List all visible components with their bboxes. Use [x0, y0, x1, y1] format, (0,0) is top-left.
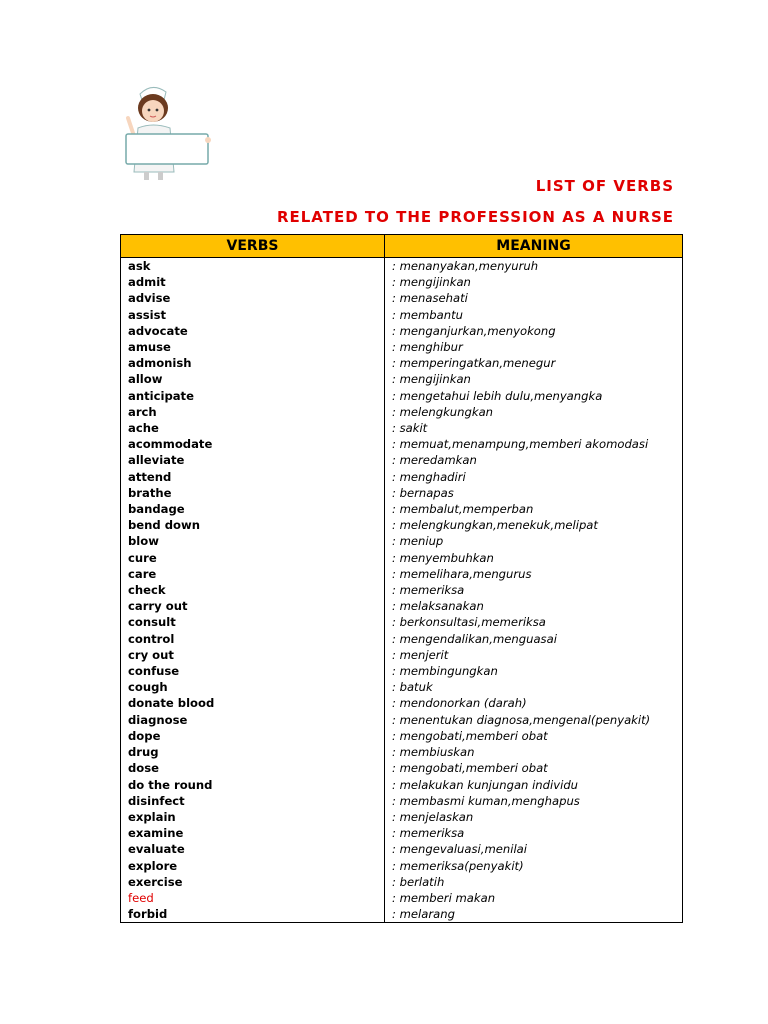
meaning-cell: : meniup — [385, 533, 683, 549]
table-row — [121, 307, 683, 323]
table-row — [121, 517, 683, 533]
verb-cell: amuse — [121, 339, 385, 355]
table-row — [121, 841, 683, 857]
verb-cell: control — [121, 631, 385, 647]
meaning-cell: : mendonorkan (darah) — [385, 695, 683, 711]
verb-cell: donate blood — [121, 695, 385, 711]
meaning-cell: : melarang — [385, 906, 683, 923]
verb-cell: blow — [121, 533, 385, 549]
table-header-row — [121, 235, 683, 258]
table-row — [121, 582, 683, 598]
nurse-illustration — [112, 80, 222, 180]
meaning-cell: : memberi makan — [385, 890, 683, 906]
verb-cell: check — [121, 582, 385, 598]
verb-cell: advise — [121, 290, 385, 306]
meaning-cell: : memuat,menampung,memberi akomodasi — [385, 436, 683, 452]
verb-cell: carry out — [121, 598, 385, 614]
table-row — [121, 533, 683, 549]
verb-cell: acommodate — [121, 436, 385, 452]
meaning-cell: : berkonsultasi,memeriksa — [385, 614, 683, 630]
table-row — [121, 728, 683, 744]
meaning-cell: : membingungkan — [385, 663, 683, 679]
table-row — [121, 825, 683, 841]
table-row — [121, 874, 683, 890]
header-verbs: VERBS — [121, 235, 385, 258]
table-row — [121, 858, 683, 874]
meaning-cell: : berlatih — [385, 874, 683, 890]
meaning-cell: : menganjurkan,menyokong — [385, 323, 683, 339]
table-row — [121, 469, 683, 485]
table-row — [121, 809, 683, 825]
meaning-cell: : sakit — [385, 420, 683, 436]
meaning-cell: : mengijinkan — [385, 371, 683, 387]
table-row — [121, 274, 683, 290]
meaning-cell: : memeriksa(penyakit) — [385, 858, 683, 874]
table-row — [121, 566, 683, 582]
verb-cell: exercise — [121, 874, 385, 890]
verb-cell: assist — [121, 307, 385, 323]
table-row — [121, 258, 683, 275]
meaning-cell: : mengendalikan,menguasai — [385, 631, 683, 647]
meaning-cell: : bernapas — [385, 485, 683, 501]
verb-cell: advocate — [121, 323, 385, 339]
meaning-cell: : membasmi kuman,menghapus — [385, 793, 683, 809]
table-row — [121, 290, 683, 306]
meaning-cell: : memelihara,mengurus — [385, 566, 683, 582]
table-row — [121, 760, 683, 776]
meaning-cell: : melengkungkan,menekuk,melipat — [385, 517, 683, 533]
table-row — [121, 679, 683, 695]
table-row — [121, 485, 683, 501]
meaning-cell: : batuk — [385, 679, 683, 695]
meaning-cell: : menjelaskan — [385, 809, 683, 825]
table-row — [121, 890, 683, 906]
meaning-cell: : melakukan kunjungan individu — [385, 777, 683, 793]
meaning-cell: : menghibur — [385, 339, 683, 355]
verb-cell: do the round — [121, 777, 385, 793]
meaning-cell: : mengijinkan — [385, 274, 683, 290]
meaning-cell: : mengobati,memberi obat — [385, 760, 683, 776]
verb-cell: cough — [121, 679, 385, 695]
meaning-cell: : memperingatkan,menegur — [385, 355, 683, 371]
meaning-cell: : memeriksa — [385, 582, 683, 598]
title-line-1: LIST OF VERBS — [535, 177, 674, 195]
meaning-cell: : menjerit — [385, 647, 683, 663]
table-row — [121, 420, 683, 436]
table-row — [121, 744, 683, 760]
verb-cell: cry out — [121, 647, 385, 663]
verb-cell: brathe — [121, 485, 385, 501]
meaning-cell: : menentukan diagnosa,mengenal(penyakit) — [385, 712, 683, 728]
table-row — [121, 388, 683, 404]
meaning-cell: : mengobati,memberi obat — [385, 728, 683, 744]
table-row — [121, 404, 683, 420]
table-row — [121, 323, 683, 339]
table-row — [121, 906, 683, 923]
table-row — [121, 695, 683, 711]
verb-cell: admonish — [121, 355, 385, 371]
meaning-cell: : menanyakan,menyuruh — [385, 258, 683, 275]
table-row — [121, 339, 683, 355]
verb-cell: attend — [121, 469, 385, 485]
verb-cell: arch — [121, 404, 385, 420]
table-row — [121, 712, 683, 728]
meaning-cell: : membiuskan — [385, 744, 683, 760]
table-row — [121, 550, 683, 566]
verb-cell: alleviate — [121, 452, 385, 468]
verb-cell: feed — [121, 890, 385, 906]
verb-cell: anticipate — [121, 388, 385, 404]
table-row — [121, 631, 683, 647]
verbs-table — [120, 234, 683, 923]
table-row — [121, 598, 683, 614]
table-row — [121, 501, 683, 517]
verb-cell: dope — [121, 728, 385, 744]
verb-cell: care — [121, 566, 385, 582]
meaning-cell: : menyembuhkan — [385, 550, 683, 566]
verb-cell: examine — [121, 825, 385, 841]
meaning-cell: : membantu — [385, 307, 683, 323]
meaning-cell: : melaksanakan — [385, 598, 683, 614]
table-row — [121, 614, 683, 630]
meaning-cell: : mengevaluasi,menilai — [385, 841, 683, 857]
verb-cell: evaluate — [121, 841, 385, 857]
verb-cell: drug — [121, 744, 385, 760]
table-row — [121, 663, 683, 679]
meaning-cell: : menasehati — [385, 290, 683, 306]
verb-cell: dose — [121, 760, 385, 776]
header-meaning: MEANING — [385, 235, 683, 258]
meaning-cell: : membalut,memperban — [385, 501, 683, 517]
meaning-cell: : mengetahui lebih dulu,menyangka — [385, 388, 683, 404]
verb-cell: bend down — [121, 517, 385, 533]
table-row — [121, 452, 683, 468]
verb-cell: explore — [121, 858, 385, 874]
meaning-cell: : melengkungkan — [385, 404, 683, 420]
verb-cell: diagnose — [121, 712, 385, 728]
title-line-2: RELATED TO THE PROFESSION AS A NURSE — [276, 208, 674, 226]
table-row — [121, 371, 683, 387]
verb-cell: bandage — [121, 501, 385, 517]
verb-cell: forbid — [121, 906, 385, 923]
table-row — [121, 647, 683, 663]
verb-cell: confuse — [121, 663, 385, 679]
meaning-cell: : meredamkan — [385, 452, 683, 468]
table-row — [121, 436, 683, 452]
verb-cell: ask — [121, 258, 385, 275]
verb-cell: cure — [121, 550, 385, 566]
table-row — [121, 777, 683, 793]
table-row — [121, 355, 683, 371]
meaning-cell: : menghadiri — [385, 469, 683, 485]
meaning-cell: : memeriksa — [385, 825, 683, 841]
verb-cell: disinfect — [121, 793, 385, 809]
title-block — [277, 175, 674, 228]
verb-cell: explain — [121, 809, 385, 825]
table-row — [121, 793, 683, 809]
verb-cell: allow — [121, 371, 385, 387]
verb-cell: consult — [121, 614, 385, 630]
verb-cell: admit — [121, 274, 385, 290]
verb-cell: ache — [121, 420, 385, 436]
